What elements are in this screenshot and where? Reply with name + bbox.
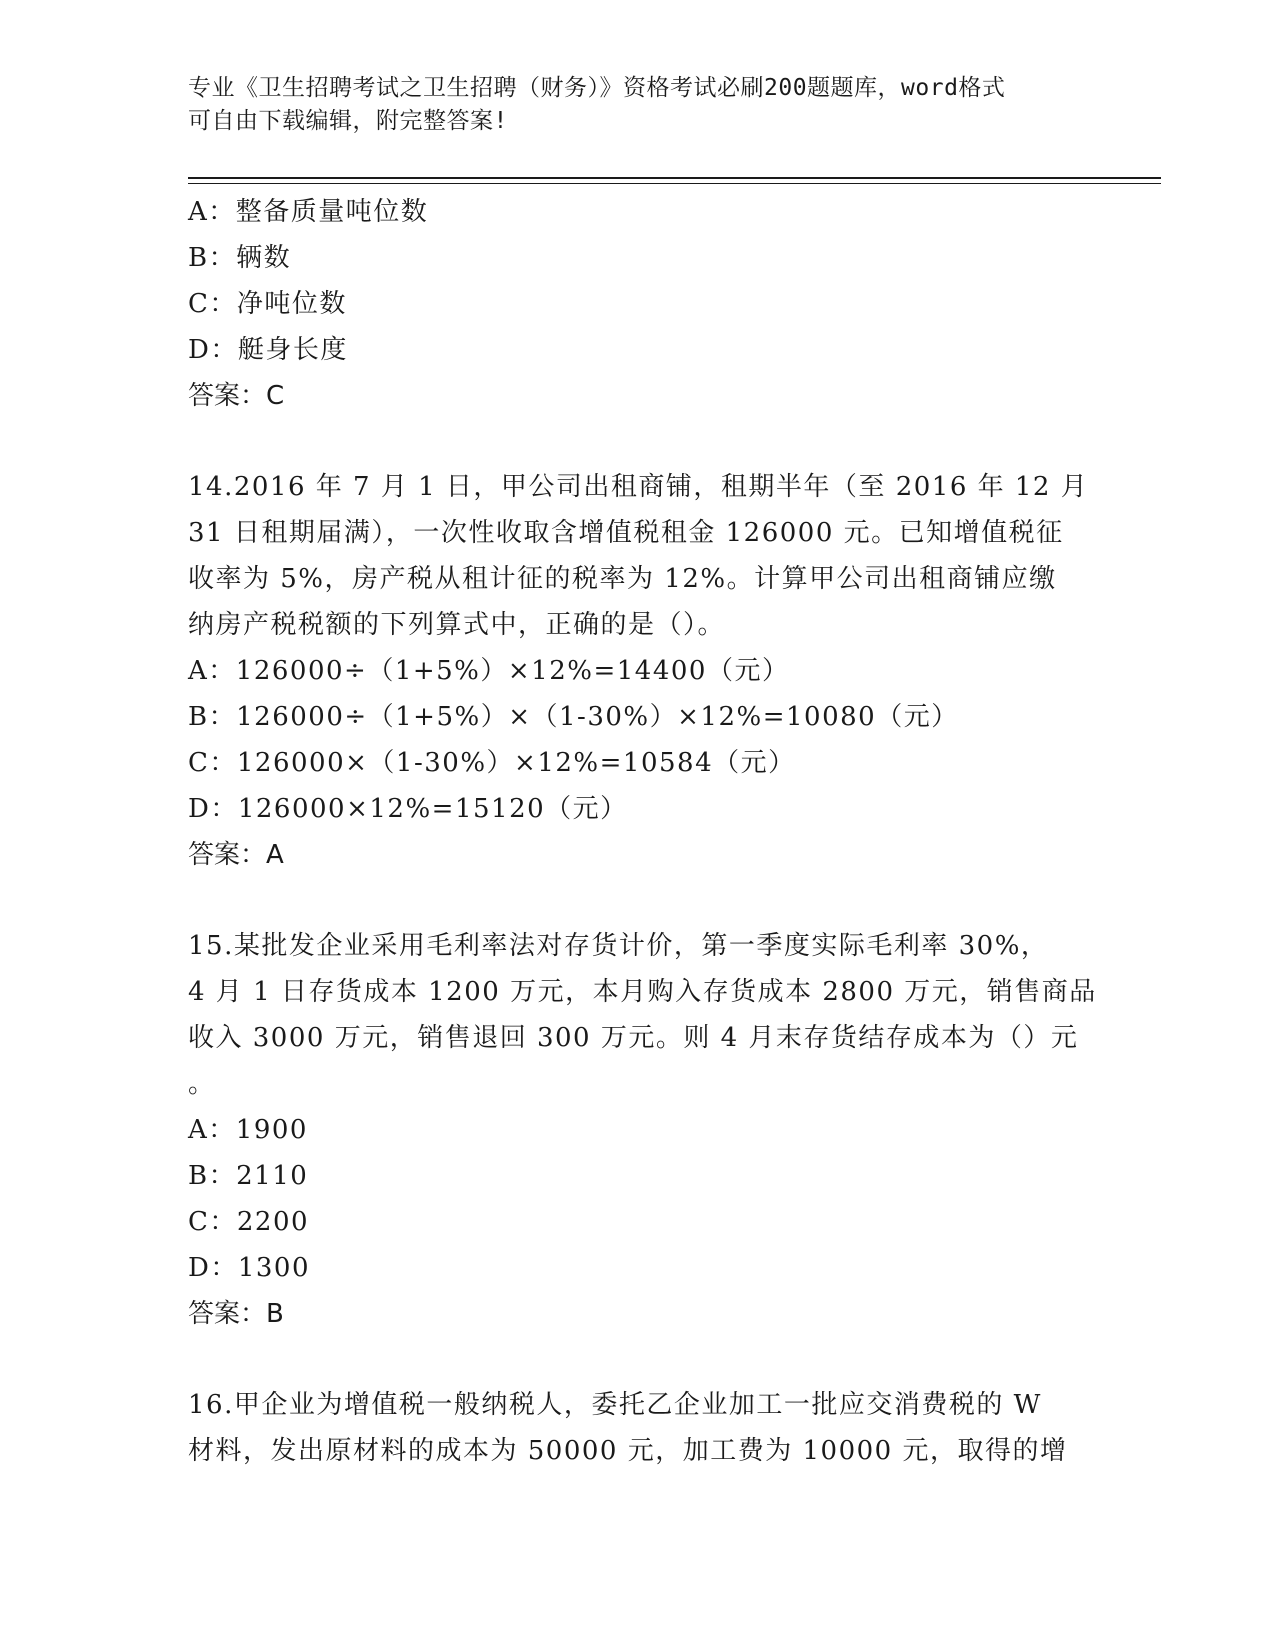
option-d: D：126000×12%=15120（元） xyxy=(188,794,628,824)
header-line-1: 专业《卫生招聘考试之卫生招聘（财务）》资格考试必刷200题题库，word格式 xyxy=(188,75,1006,101)
option-d: D：1300 xyxy=(188,1253,311,1283)
stem-line: 15.某批发企业采用毛利率法对存货计价，第一季度实际毛利率 30%， xyxy=(188,931,1049,961)
stem-line: 。 xyxy=(188,1069,216,1099)
question-14-answer: 答案：A xyxy=(188,840,284,870)
question-16-stem xyxy=(188,1382,1088,1474)
question-15-answer: 答案：B xyxy=(188,1299,284,1329)
option-b: B：126000÷（1+5%）×（1-30%）×12%=10080（元） xyxy=(188,702,959,732)
header-line-2: 可自由下载编辑，附完整答案! xyxy=(188,108,508,134)
stem-line: 16.甲企业为增值税一般纳税人，委托乙企业加工一批应交消费税的 W xyxy=(188,1390,1042,1420)
question-15-options xyxy=(188,1107,1088,1291)
stem-line: 14.2016 年 7 月 1 日，甲公司出租商铺，租期半年（至 2016 年 12 月 xyxy=(188,472,1089,502)
option-c: C：净吨位数 xyxy=(188,289,347,319)
option-a: A：1900 xyxy=(188,1115,308,1145)
stem-line: 收入 3000 万元，销售退回 300 万元。则 4 月末存货结存成本为（）元 xyxy=(188,1023,1079,1053)
header-divider-thick xyxy=(188,177,1161,179)
option-c: C：2200 xyxy=(188,1207,310,1237)
header-divider-thin xyxy=(188,183,1161,184)
document-header xyxy=(188,72,1088,138)
question-15-stem xyxy=(188,923,1097,1107)
question-13-answer: 答案：C xyxy=(188,381,285,411)
option-b: B：2110 xyxy=(188,1161,309,1191)
question-13-options xyxy=(188,189,1088,373)
option-c: C：126000×（1-30%）×12%=10584（元） xyxy=(188,748,796,778)
question-content xyxy=(188,189,1097,1474)
stem-line: 纳房产税税额的下列算式中，正确的是（）。 xyxy=(188,610,726,640)
stem-line: 材料，发出原材料的成本为 50000 元，加工费为 10000 元，取得的增 xyxy=(188,1436,1068,1466)
stem-line: 4 月 1 日存货成本 1200 万元，本月购入存货成本 2800 万元，销售商品 xyxy=(188,977,1097,1007)
option-a: A：126000÷（1+5%）×12%=14400（元） xyxy=(188,656,790,686)
stem-line: 31 日租期届满），一次性收取含增值税租金 126000 元。已知增值税征 xyxy=(188,518,1064,548)
option-a: A：整备质量吨位数 xyxy=(188,197,429,227)
option-b: B：辆数 xyxy=(188,243,292,273)
question-14-options xyxy=(188,648,1088,832)
option-d: D：艇身长度 xyxy=(188,335,348,365)
stem-line: 收率为 5%，房产税从租计征的税率为 12%。计算甲公司出租商铺应缴 xyxy=(188,564,1057,594)
question-14-stem xyxy=(188,464,1088,648)
